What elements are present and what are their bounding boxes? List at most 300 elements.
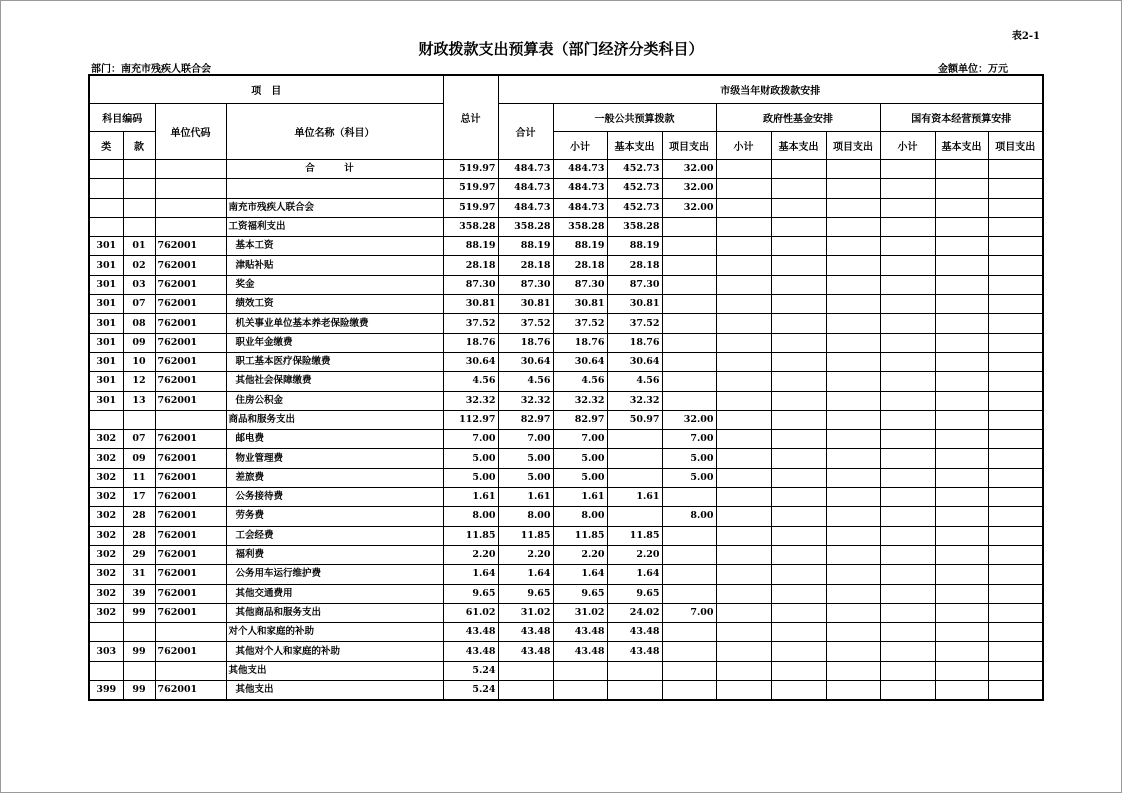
cell-total: 4.56 bbox=[443, 372, 498, 391]
cell-total: 5.24 bbox=[443, 661, 498, 680]
cell-capital-project bbox=[988, 333, 1043, 352]
cell-fund-basic bbox=[771, 372, 826, 391]
cell-lei: 301 bbox=[89, 295, 123, 314]
cell-general-project: 5.00 bbox=[662, 449, 716, 468]
cell-unit-code: 762001 bbox=[155, 526, 226, 545]
cell-sum: 2.20 bbox=[498, 545, 553, 564]
cell-general-basic: 43.48 bbox=[607, 642, 662, 661]
cell-total: 1.61 bbox=[443, 488, 498, 507]
cell-kuan: 12 bbox=[123, 372, 155, 391]
cell-fund-project bbox=[826, 352, 880, 371]
header-capital-project: 项目支出 bbox=[988, 132, 1043, 160]
cell-total: 43.48 bbox=[443, 623, 498, 642]
cell-capital-basic bbox=[935, 642, 988, 661]
cell-capital-basic bbox=[935, 565, 988, 584]
cell-capital-subtotal bbox=[880, 526, 935, 545]
cell-fund-subtotal bbox=[716, 526, 771, 545]
cell-kuan: 01 bbox=[123, 237, 155, 256]
cell-capital-project bbox=[988, 314, 1043, 333]
cell-fund-subtotal bbox=[716, 391, 771, 410]
cell-unit-code: 762001 bbox=[155, 352, 226, 371]
cell-general-project bbox=[662, 565, 716, 584]
cell-capital-basic bbox=[935, 295, 988, 314]
cell-capital-subtotal bbox=[880, 545, 935, 564]
cell-general-basic: 30.64 bbox=[607, 352, 662, 371]
cell-total: 519.97 bbox=[443, 198, 498, 217]
cell-capital-project bbox=[988, 661, 1043, 680]
cell-fund-basic bbox=[771, 275, 826, 294]
cell-capital-project bbox=[988, 565, 1043, 584]
cell-sum bbox=[498, 681, 553, 701]
cell-general-project bbox=[662, 314, 716, 333]
header-lei: 类 bbox=[89, 132, 123, 160]
cell-lei: 301 bbox=[89, 372, 123, 391]
cell-capital-subtotal bbox=[880, 256, 935, 275]
cell-general-basic: 452.73 bbox=[607, 160, 662, 179]
cell-kuan: 99 bbox=[123, 681, 155, 701]
cell-lei: 301 bbox=[89, 352, 123, 371]
table-row bbox=[89, 237, 1043, 256]
cell-fund-subtotal bbox=[716, 681, 771, 701]
cell-fund-project bbox=[826, 468, 880, 487]
cell-general-subtotal: 37.52 bbox=[553, 314, 607, 333]
cell-capital-basic bbox=[935, 661, 988, 680]
cell-general-subtotal: 28.18 bbox=[553, 256, 607, 275]
cell-total: 88.19 bbox=[443, 237, 498, 256]
cell-fund-basic bbox=[771, 565, 826, 584]
cell-capital-basic bbox=[935, 623, 988, 642]
header-general-project: 项目支出 bbox=[662, 132, 716, 160]
cell-fund-subtotal bbox=[716, 333, 771, 352]
cell-unit-code: 762001 bbox=[155, 642, 226, 661]
cell-capital-project bbox=[988, 198, 1043, 217]
header-gov-fund: 政府性基金安排 bbox=[716, 104, 880, 132]
cell-capital-subtotal bbox=[880, 295, 935, 314]
cell-lei: 302 bbox=[89, 468, 123, 487]
cell-unit-code bbox=[155, 160, 226, 179]
cell-fund-project bbox=[826, 217, 880, 236]
cell-general-basic bbox=[607, 507, 662, 526]
cell-general-basic: 28.18 bbox=[607, 256, 662, 275]
cell-capital-basic bbox=[935, 391, 988, 410]
cell-general-project: 8.00 bbox=[662, 507, 716, 526]
cell-general-project bbox=[662, 333, 716, 352]
cell-total: 358.28 bbox=[443, 217, 498, 236]
cell-fund-subtotal bbox=[716, 198, 771, 217]
cell-capital-basic bbox=[935, 488, 988, 507]
cell-capital-project bbox=[988, 545, 1043, 564]
cell-unit-code: 762001 bbox=[155, 314, 226, 333]
cell-capital-subtotal bbox=[880, 430, 935, 449]
cell-general-basic: 32.32 bbox=[607, 391, 662, 410]
cell-general-basic: 88.19 bbox=[607, 237, 662, 256]
cell-fund-basic bbox=[771, 507, 826, 526]
cell-unit-code: 762001 bbox=[155, 468, 226, 487]
cell-capital-basic bbox=[935, 198, 988, 217]
cell-lei bbox=[89, 410, 123, 429]
cell-capital-subtotal bbox=[880, 352, 935, 371]
cell-capital-basic bbox=[935, 526, 988, 545]
cell-lei bbox=[89, 217, 123, 236]
cell-total: 28.18 bbox=[443, 256, 498, 275]
cell-capital-project bbox=[988, 217, 1043, 236]
cell-sum: 1.61 bbox=[498, 488, 553, 507]
cell-fund-subtotal bbox=[716, 642, 771, 661]
cell-unit-code: 762001 bbox=[155, 449, 226, 468]
cell-general-project: 32.00 bbox=[662, 160, 716, 179]
cell-general-subtotal: 9.65 bbox=[553, 584, 607, 603]
cell-fund-basic bbox=[771, 642, 826, 661]
cell-lei bbox=[89, 661, 123, 680]
cell-general-project bbox=[662, 488, 716, 507]
cell-general-subtotal: 484.73 bbox=[553, 160, 607, 179]
cell-general-subtotal: 358.28 bbox=[553, 217, 607, 236]
cell-fund-project bbox=[826, 179, 880, 198]
cell-general-subtotal bbox=[553, 681, 607, 701]
cell-general-subtotal: 87.30 bbox=[553, 275, 607, 294]
cell-unit-name: 基本工资 bbox=[226, 237, 443, 256]
cell-total: 1.64 bbox=[443, 565, 498, 584]
table-row bbox=[89, 603, 1043, 622]
table-row bbox=[89, 661, 1043, 680]
cell-fund-basic bbox=[771, 198, 826, 217]
cell-fund-project bbox=[826, 488, 880, 507]
cell-kuan: 99 bbox=[123, 642, 155, 661]
cell-lei bbox=[89, 623, 123, 642]
cell-general-subtotal: 88.19 bbox=[553, 237, 607, 256]
cell-general-project bbox=[662, 526, 716, 545]
cell-general-subtotal: 2.20 bbox=[553, 545, 607, 564]
cell-lei: 302 bbox=[89, 584, 123, 603]
cell-lei: 302 bbox=[89, 603, 123, 622]
cell-sum: 1.64 bbox=[498, 565, 553, 584]
cell-general-subtotal: 31.02 bbox=[553, 603, 607, 622]
cell-capital-project bbox=[988, 507, 1043, 526]
cell-kuan: 31 bbox=[123, 565, 155, 584]
header-city-allocation: 市级当年财政拨款安排 bbox=[498, 75, 1043, 104]
cell-fund-subtotal bbox=[716, 488, 771, 507]
cell-fund-basic bbox=[771, 217, 826, 236]
cell-general-basic bbox=[607, 468, 662, 487]
cell-sum: 82.97 bbox=[498, 410, 553, 429]
cell-fund-subtotal bbox=[716, 160, 771, 179]
cell-sum: 484.73 bbox=[498, 160, 553, 179]
cell-unit-name: 差旅费 bbox=[226, 468, 443, 487]
cell-fund-project bbox=[826, 526, 880, 545]
cell-capital-subtotal bbox=[880, 449, 935, 468]
cell-kuan bbox=[123, 410, 155, 429]
cell-general-project bbox=[662, 217, 716, 236]
cell-capital-subtotal bbox=[880, 661, 935, 680]
header-fund-basic: 基本支出 bbox=[771, 132, 826, 160]
cell-capital-project bbox=[988, 391, 1043, 410]
cell-general-basic: 37.52 bbox=[607, 314, 662, 333]
cell-general-basic bbox=[607, 681, 662, 701]
cell-fund-subtotal bbox=[716, 603, 771, 622]
cell-lei: 302 bbox=[89, 430, 123, 449]
table-row bbox=[89, 468, 1043, 487]
cell-unit-name: 福利费 bbox=[226, 545, 443, 564]
cell-general-subtotal: 8.00 bbox=[553, 507, 607, 526]
cell-capital-basic bbox=[935, 237, 988, 256]
cell-kuan: 29 bbox=[123, 545, 155, 564]
cell-unit-name: 住房公积金 bbox=[226, 391, 443, 410]
cell-kuan: 09 bbox=[123, 449, 155, 468]
cell-general-project bbox=[662, 642, 716, 661]
cell-total: 519.97 bbox=[443, 179, 498, 198]
cell-sum: 7.00 bbox=[498, 430, 553, 449]
header-unit-name: 单位名称（科目） bbox=[226, 104, 443, 160]
cell-fund-subtotal bbox=[716, 372, 771, 391]
cell-kuan: 03 bbox=[123, 275, 155, 294]
cell-kuan: 11 bbox=[123, 468, 155, 487]
cell-unit-name bbox=[226, 179, 443, 198]
cell-kuan: 28 bbox=[123, 507, 155, 526]
table-row bbox=[89, 198, 1043, 217]
table-id: 表2-1 bbox=[1011, 31, 1040, 42]
cell-fund-project bbox=[826, 545, 880, 564]
cell-fund-subtotal bbox=[716, 449, 771, 468]
header-capital-basic: 基本支出 bbox=[935, 132, 988, 160]
cell-capital-project bbox=[988, 468, 1043, 487]
cell-unit-name: 南充市残疾人联合会 bbox=[226, 198, 443, 217]
cell-lei: 301 bbox=[89, 314, 123, 333]
cell-capital-project bbox=[988, 410, 1043, 429]
cell-general-basic: 30.81 bbox=[607, 295, 662, 314]
table-row bbox=[89, 488, 1043, 507]
cell-unit-code bbox=[155, 198, 226, 217]
cell-fund-subtotal bbox=[716, 410, 771, 429]
cell-fund-project bbox=[826, 256, 880, 275]
cell-capital-subtotal bbox=[880, 565, 935, 584]
cell-general-subtotal: 18.76 bbox=[553, 333, 607, 352]
table-row bbox=[89, 391, 1043, 410]
cell-unit-code: 762001 bbox=[155, 507, 226, 526]
cell-capital-basic bbox=[935, 410, 988, 429]
cell-capital-project bbox=[988, 681, 1043, 701]
cell-unit-name: 其他支出 bbox=[226, 681, 443, 701]
cell-fund-project bbox=[826, 642, 880, 661]
cell-fund-basic bbox=[771, 391, 826, 410]
cell-unit-name: 其他商品和服务支出 bbox=[226, 603, 443, 622]
cell-general-basic bbox=[607, 661, 662, 680]
cell-total: 32.32 bbox=[443, 391, 498, 410]
cell-capital-basic bbox=[935, 507, 988, 526]
cell-kuan bbox=[123, 661, 155, 680]
cell-unit-code: 762001 bbox=[155, 603, 226, 622]
cell-sum: 5.00 bbox=[498, 449, 553, 468]
cell-total: 61.02 bbox=[443, 603, 498, 622]
cell-total: 5.00 bbox=[443, 468, 498, 487]
cell-unit-name: 其他支出 bbox=[226, 661, 443, 680]
cell-fund-basic bbox=[771, 333, 826, 352]
header-general-subtotal: 小计 bbox=[553, 132, 607, 160]
cell-sum: 18.76 bbox=[498, 333, 553, 352]
cell-sum bbox=[498, 661, 553, 680]
cell-general-project bbox=[662, 584, 716, 603]
cell-general-subtotal: 484.73 bbox=[553, 179, 607, 198]
table-row bbox=[89, 507, 1043, 526]
table-row bbox=[89, 352, 1043, 371]
cell-total: 87.30 bbox=[443, 275, 498, 294]
cell-unit-name: 工资福利支出 bbox=[226, 217, 443, 236]
department-label: 部门：南充市残疾人联合会 bbox=[91, 64, 211, 75]
cell-unit-name: 工会经费 bbox=[226, 526, 443, 545]
cell-unit-code: 762001 bbox=[155, 584, 226, 603]
header-general-basic: 基本支出 bbox=[607, 132, 662, 160]
cell-lei: 301 bbox=[89, 391, 123, 410]
cell-capital-subtotal bbox=[880, 314, 935, 333]
cell-capital-subtotal bbox=[880, 410, 935, 429]
cell-capital-subtotal bbox=[880, 603, 935, 622]
cell-unit-name: 其他对个人和家庭的补助 bbox=[226, 642, 443, 661]
cell-general-subtotal: 32.32 bbox=[553, 391, 607, 410]
cell-unit-name: 公务用车运行维护费 bbox=[226, 565, 443, 584]
cell-unit-name: 物业管理费 bbox=[226, 449, 443, 468]
cell-unit-name: 其他交通费用 bbox=[226, 584, 443, 603]
cell-lei: 302 bbox=[89, 507, 123, 526]
cell-fund-basic bbox=[771, 681, 826, 701]
cell-kuan: 99 bbox=[123, 603, 155, 622]
cell-fund-basic bbox=[771, 237, 826, 256]
cell-capital-subtotal bbox=[880, 198, 935, 217]
cell-general-basic: 87.30 bbox=[607, 275, 662, 294]
cell-fund-project bbox=[826, 314, 880, 333]
cell-fund-subtotal bbox=[716, 179, 771, 198]
cell-general-project: 32.00 bbox=[662, 198, 716, 217]
table-row bbox=[89, 545, 1043, 564]
header-general-budget: 一般公共预算拨款 bbox=[553, 104, 716, 132]
table-row bbox=[89, 449, 1043, 468]
table-row bbox=[89, 275, 1043, 294]
cell-capital-subtotal bbox=[880, 217, 935, 236]
cell-capital-basic bbox=[935, 468, 988, 487]
cell-kuan: 13 bbox=[123, 391, 155, 410]
cell-fund-project bbox=[826, 623, 880, 642]
cell-sum: 5.00 bbox=[498, 468, 553, 487]
cell-capital-subtotal bbox=[880, 179, 935, 198]
cell-kuan bbox=[123, 198, 155, 217]
cell-total: 2.20 bbox=[443, 545, 498, 564]
cell-kuan: 08 bbox=[123, 314, 155, 333]
cell-fund-basic bbox=[771, 160, 826, 179]
cell-fund-subtotal bbox=[716, 565, 771, 584]
cell-capital-project bbox=[988, 603, 1043, 622]
cell-sum: 30.81 bbox=[498, 295, 553, 314]
cell-general-subtotal: 43.48 bbox=[553, 623, 607, 642]
cell-fund-project bbox=[826, 661, 880, 680]
cell-sum: 358.28 bbox=[498, 217, 553, 236]
cell-general-subtotal: 82.97 bbox=[553, 410, 607, 429]
cell-fund-project bbox=[826, 237, 880, 256]
cell-capital-basic bbox=[935, 217, 988, 236]
cell-capital-project bbox=[988, 352, 1043, 371]
header-unit-code: 单位代码 bbox=[155, 104, 226, 160]
cell-capital-project bbox=[988, 295, 1043, 314]
cell-sum: 4.56 bbox=[498, 372, 553, 391]
table-row bbox=[89, 565, 1043, 584]
table-row bbox=[89, 623, 1043, 642]
cell-capital-subtotal bbox=[880, 160, 935, 179]
table-row bbox=[89, 256, 1043, 275]
header-subject-code: 科目编码 bbox=[89, 104, 155, 132]
cell-kuan: 28 bbox=[123, 526, 155, 545]
cell-fund-project bbox=[826, 603, 880, 622]
cell-capital-subtotal bbox=[880, 237, 935, 256]
cell-capital-subtotal bbox=[880, 372, 935, 391]
cell-general-subtotal: 484.73 bbox=[553, 198, 607, 217]
cell-general-project: 7.00 bbox=[662, 603, 716, 622]
cell-unit-code: 762001 bbox=[155, 545, 226, 564]
cell-sum: 8.00 bbox=[498, 507, 553, 526]
cell-general-project bbox=[662, 661, 716, 680]
cell-sum: 484.73 bbox=[498, 198, 553, 217]
cell-sum: 87.30 bbox=[498, 275, 553, 294]
cell-total: 5.24 bbox=[443, 681, 498, 701]
cell-lei: 302 bbox=[89, 488, 123, 507]
cell-total: 5.00 bbox=[443, 449, 498, 468]
cell-general-project bbox=[662, 391, 716, 410]
table-row bbox=[89, 217, 1043, 236]
cell-capital-subtotal bbox=[880, 681, 935, 701]
cell-general-basic: 1.64 bbox=[607, 565, 662, 584]
cell-capital-project bbox=[988, 275, 1043, 294]
cell-general-subtotal: 30.81 bbox=[553, 295, 607, 314]
cell-fund-subtotal bbox=[716, 584, 771, 603]
cell-lei: 301 bbox=[89, 237, 123, 256]
cell-fund-basic bbox=[771, 256, 826, 275]
cell-unit-code: 762001 bbox=[155, 565, 226, 584]
cell-capital-basic bbox=[935, 449, 988, 468]
cell-capital-project bbox=[988, 179, 1043, 198]
cell-kuan: 07 bbox=[123, 430, 155, 449]
cell-total: 8.00 bbox=[443, 507, 498, 526]
cell-unit-name: 绩效工资 bbox=[226, 295, 443, 314]
cell-fund-subtotal bbox=[716, 468, 771, 487]
cell-fund-project bbox=[826, 507, 880, 526]
cell-sum: 43.48 bbox=[498, 642, 553, 661]
cell-capital-subtotal bbox=[880, 642, 935, 661]
cell-lei bbox=[89, 160, 123, 179]
cell-unit-name: 劳务费 bbox=[226, 507, 443, 526]
cell-unit-name: 邮电费 bbox=[226, 430, 443, 449]
header-fund-subtotal: 小计 bbox=[716, 132, 771, 160]
cell-lei: 302 bbox=[89, 526, 123, 545]
cell-sum: 88.19 bbox=[498, 237, 553, 256]
cell-total: 18.76 bbox=[443, 333, 498, 352]
budget-table bbox=[88, 74, 1044, 701]
cell-capital-subtotal bbox=[880, 623, 935, 642]
cell-unit-code: 762001 bbox=[155, 275, 226, 294]
cell-capital-project bbox=[988, 623, 1043, 642]
cell-unit-code: 762001 bbox=[155, 333, 226, 352]
cell-general-subtotal: 4.56 bbox=[553, 372, 607, 391]
cell-unit-code: 762001 bbox=[155, 295, 226, 314]
cell-general-project bbox=[662, 623, 716, 642]
cell-fund-subtotal bbox=[716, 314, 771, 333]
cell-unit-name: 商品和服务支出 bbox=[226, 410, 443, 429]
table-row bbox=[89, 526, 1043, 545]
cell-fund-project bbox=[826, 275, 880, 294]
cell-general-project bbox=[662, 372, 716, 391]
cell-fund-subtotal bbox=[716, 237, 771, 256]
cell-kuan: 10 bbox=[123, 352, 155, 371]
cell-fund-subtotal bbox=[716, 295, 771, 314]
cell-lei bbox=[89, 198, 123, 217]
cell-general-basic: 11.85 bbox=[607, 526, 662, 545]
cell-general-subtotal: 1.61 bbox=[553, 488, 607, 507]
cell-fund-basic bbox=[771, 449, 826, 468]
